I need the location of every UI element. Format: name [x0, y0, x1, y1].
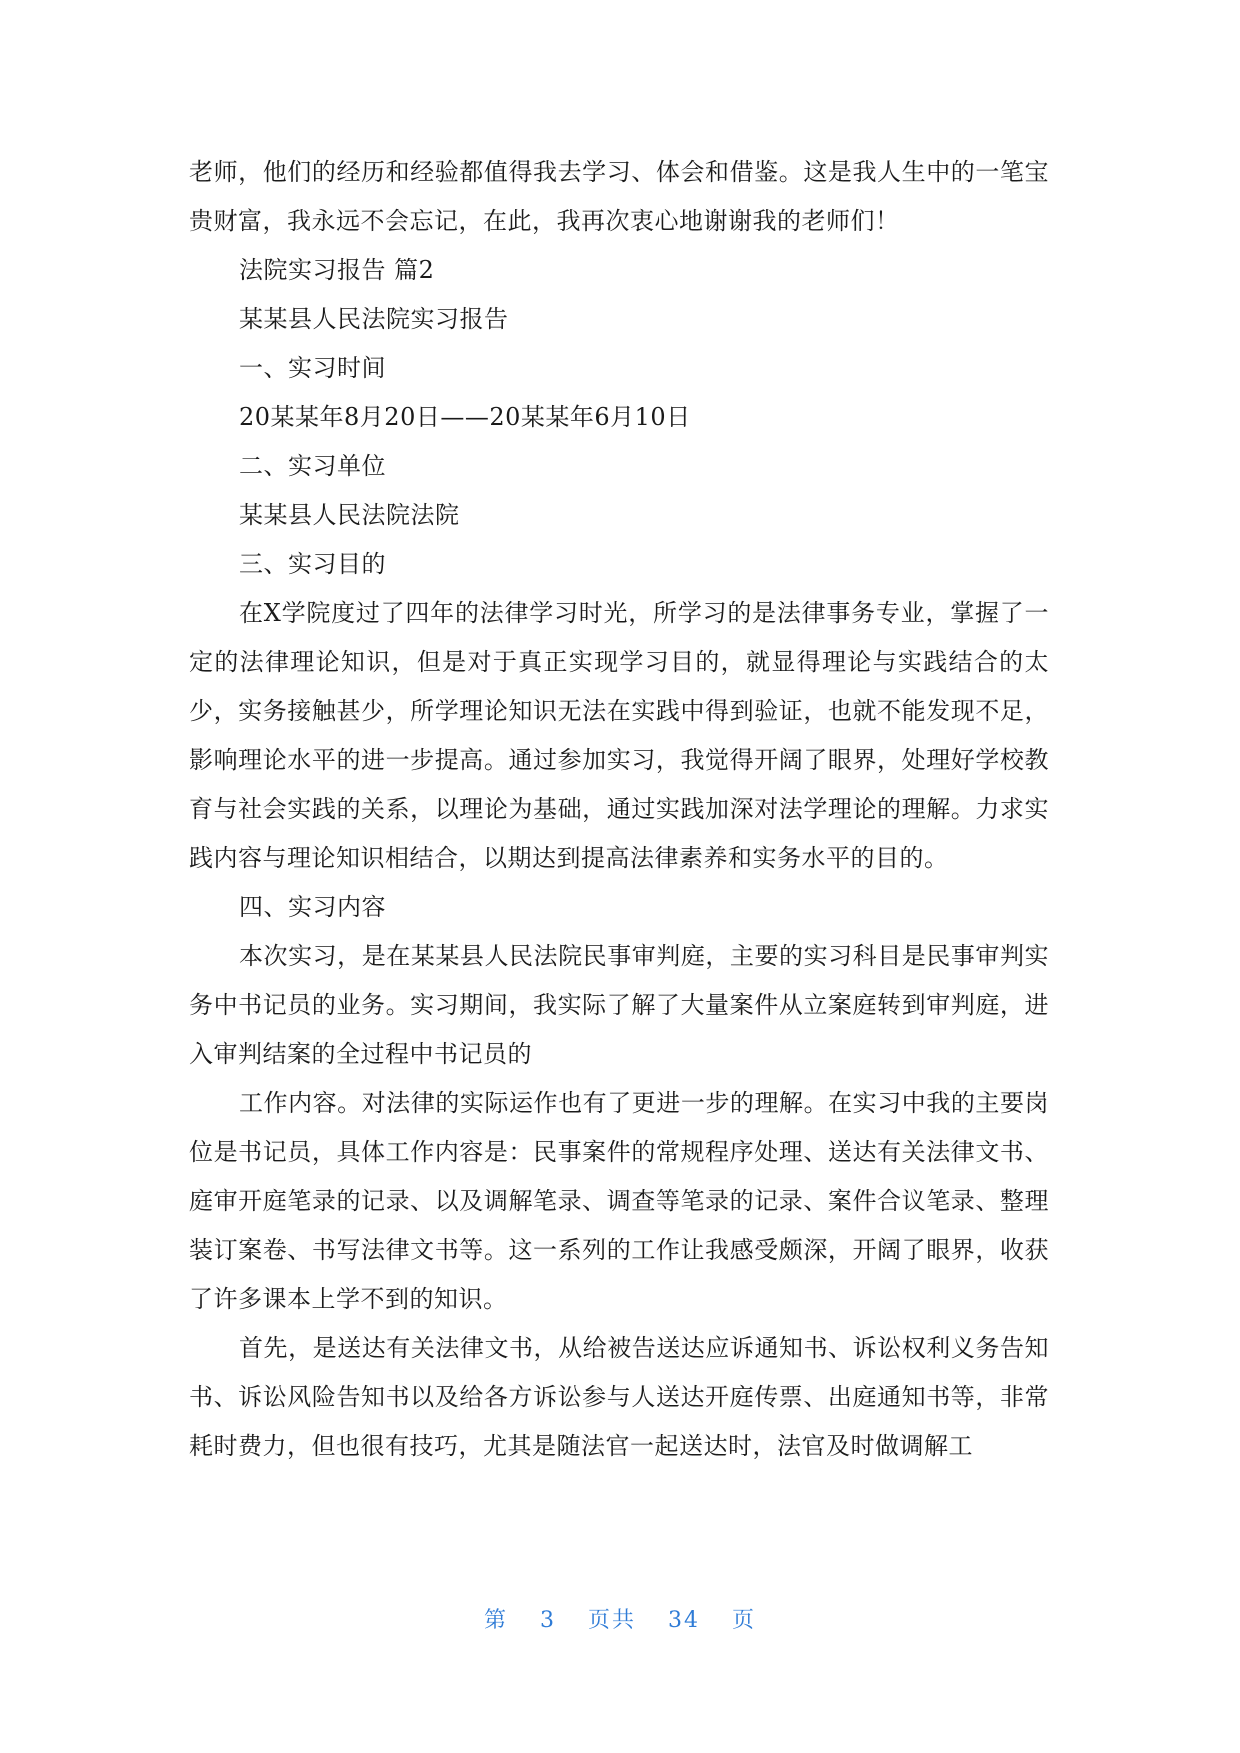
document-body [189, 148, 1049, 1471]
paragraph: 老师，他们的经历和经验都值得我去学习、体会和借鉴。这是我人生中的一笔宝贵财富，我永远不会忘记，在此，我再次衷心地谢谢我的老师们！ [189, 158, 1049, 235]
paragraph: 20某某年8月20日——20某某年6月10日 [239, 403, 691, 431]
section-heading: 三、实习目的 [239, 550, 386, 578]
section-heading: 一、实习时间 [239, 354, 386, 382]
paragraph: 某某县人民法院法院 [239, 501, 460, 529]
paragraph: 首先，是送达有关法律文书，从给被告送达应诉通知书、诉讼权利义务告知书、诉讼风险告知书以及给各方诉讼参与人送达开庭传票、出庭通知书等，非常耗时费力，但也很有技巧，尤其是随法官一起送达时，法官及时做调解工 [189, 1334, 1049, 1460]
footer-middle: 页共 [587, 1608, 636, 1633]
footer-suffix: 页 [732, 1608, 757, 1633]
section-heading: 法院实习报告 篇2 [239, 256, 435, 284]
section-heading: 四、实习内容 [239, 893, 386, 921]
footer-prefix: 第 [483, 1608, 508, 1633]
paragraph: 在X学院度过了四年的法律学习时光，所学习的是法律事务专业，掌握了一定的法律理论知识，但是对于真正实现学习目的，就显得理论与实践结合的太少，实务接触甚少，所学理论知识无法在实践中得到验证，也就不能发现不足，影响理论水平的进一步提高。通过参加实习，我觉得开阔了眼界，处理好学校教育与社会实践的关系，以理论为基础，通过实践加深对法学理论的理解。力求实践内容与理论知识相结合，以期达到提高法律素养和实务水平的目的。 [189, 599, 1049, 872]
page-footer [0, 1603, 1240, 1634]
report-title: 某某县人民法院实习报告 [239, 305, 509, 333]
section-heading: 二、实习单位 [239, 452, 386, 480]
footer-current-page: 3 [539, 1608, 556, 1633]
paragraph: 工作内容。对法律的实际运作也有了更进一步的理解。在实习中我的主要岗位是书记员，具体工作内容是：民事案件的常规程序处理、送达有关法律文书、庭审开庭笔录的记录、以及调解笔录、调查等笔录的记录、案件合议笔录、整理装订案卷、书写法律文书等。这一系列的工作让我感受颇深，开阔了眼界，收获了许多课本上学不到的知识。 [189, 1089, 1049, 1313]
paragraph: 本次实习，是在某某县人民法院民事审判庭，主要的实习科目是民事审判实务中书记员的业务。实习期间，我实际了解了大量案件从立案庭转到审判庭，进入审判结案的全过程中书记员的 [189, 942, 1049, 1068]
footer-total-pages: 34 [668, 1608, 700, 1633]
